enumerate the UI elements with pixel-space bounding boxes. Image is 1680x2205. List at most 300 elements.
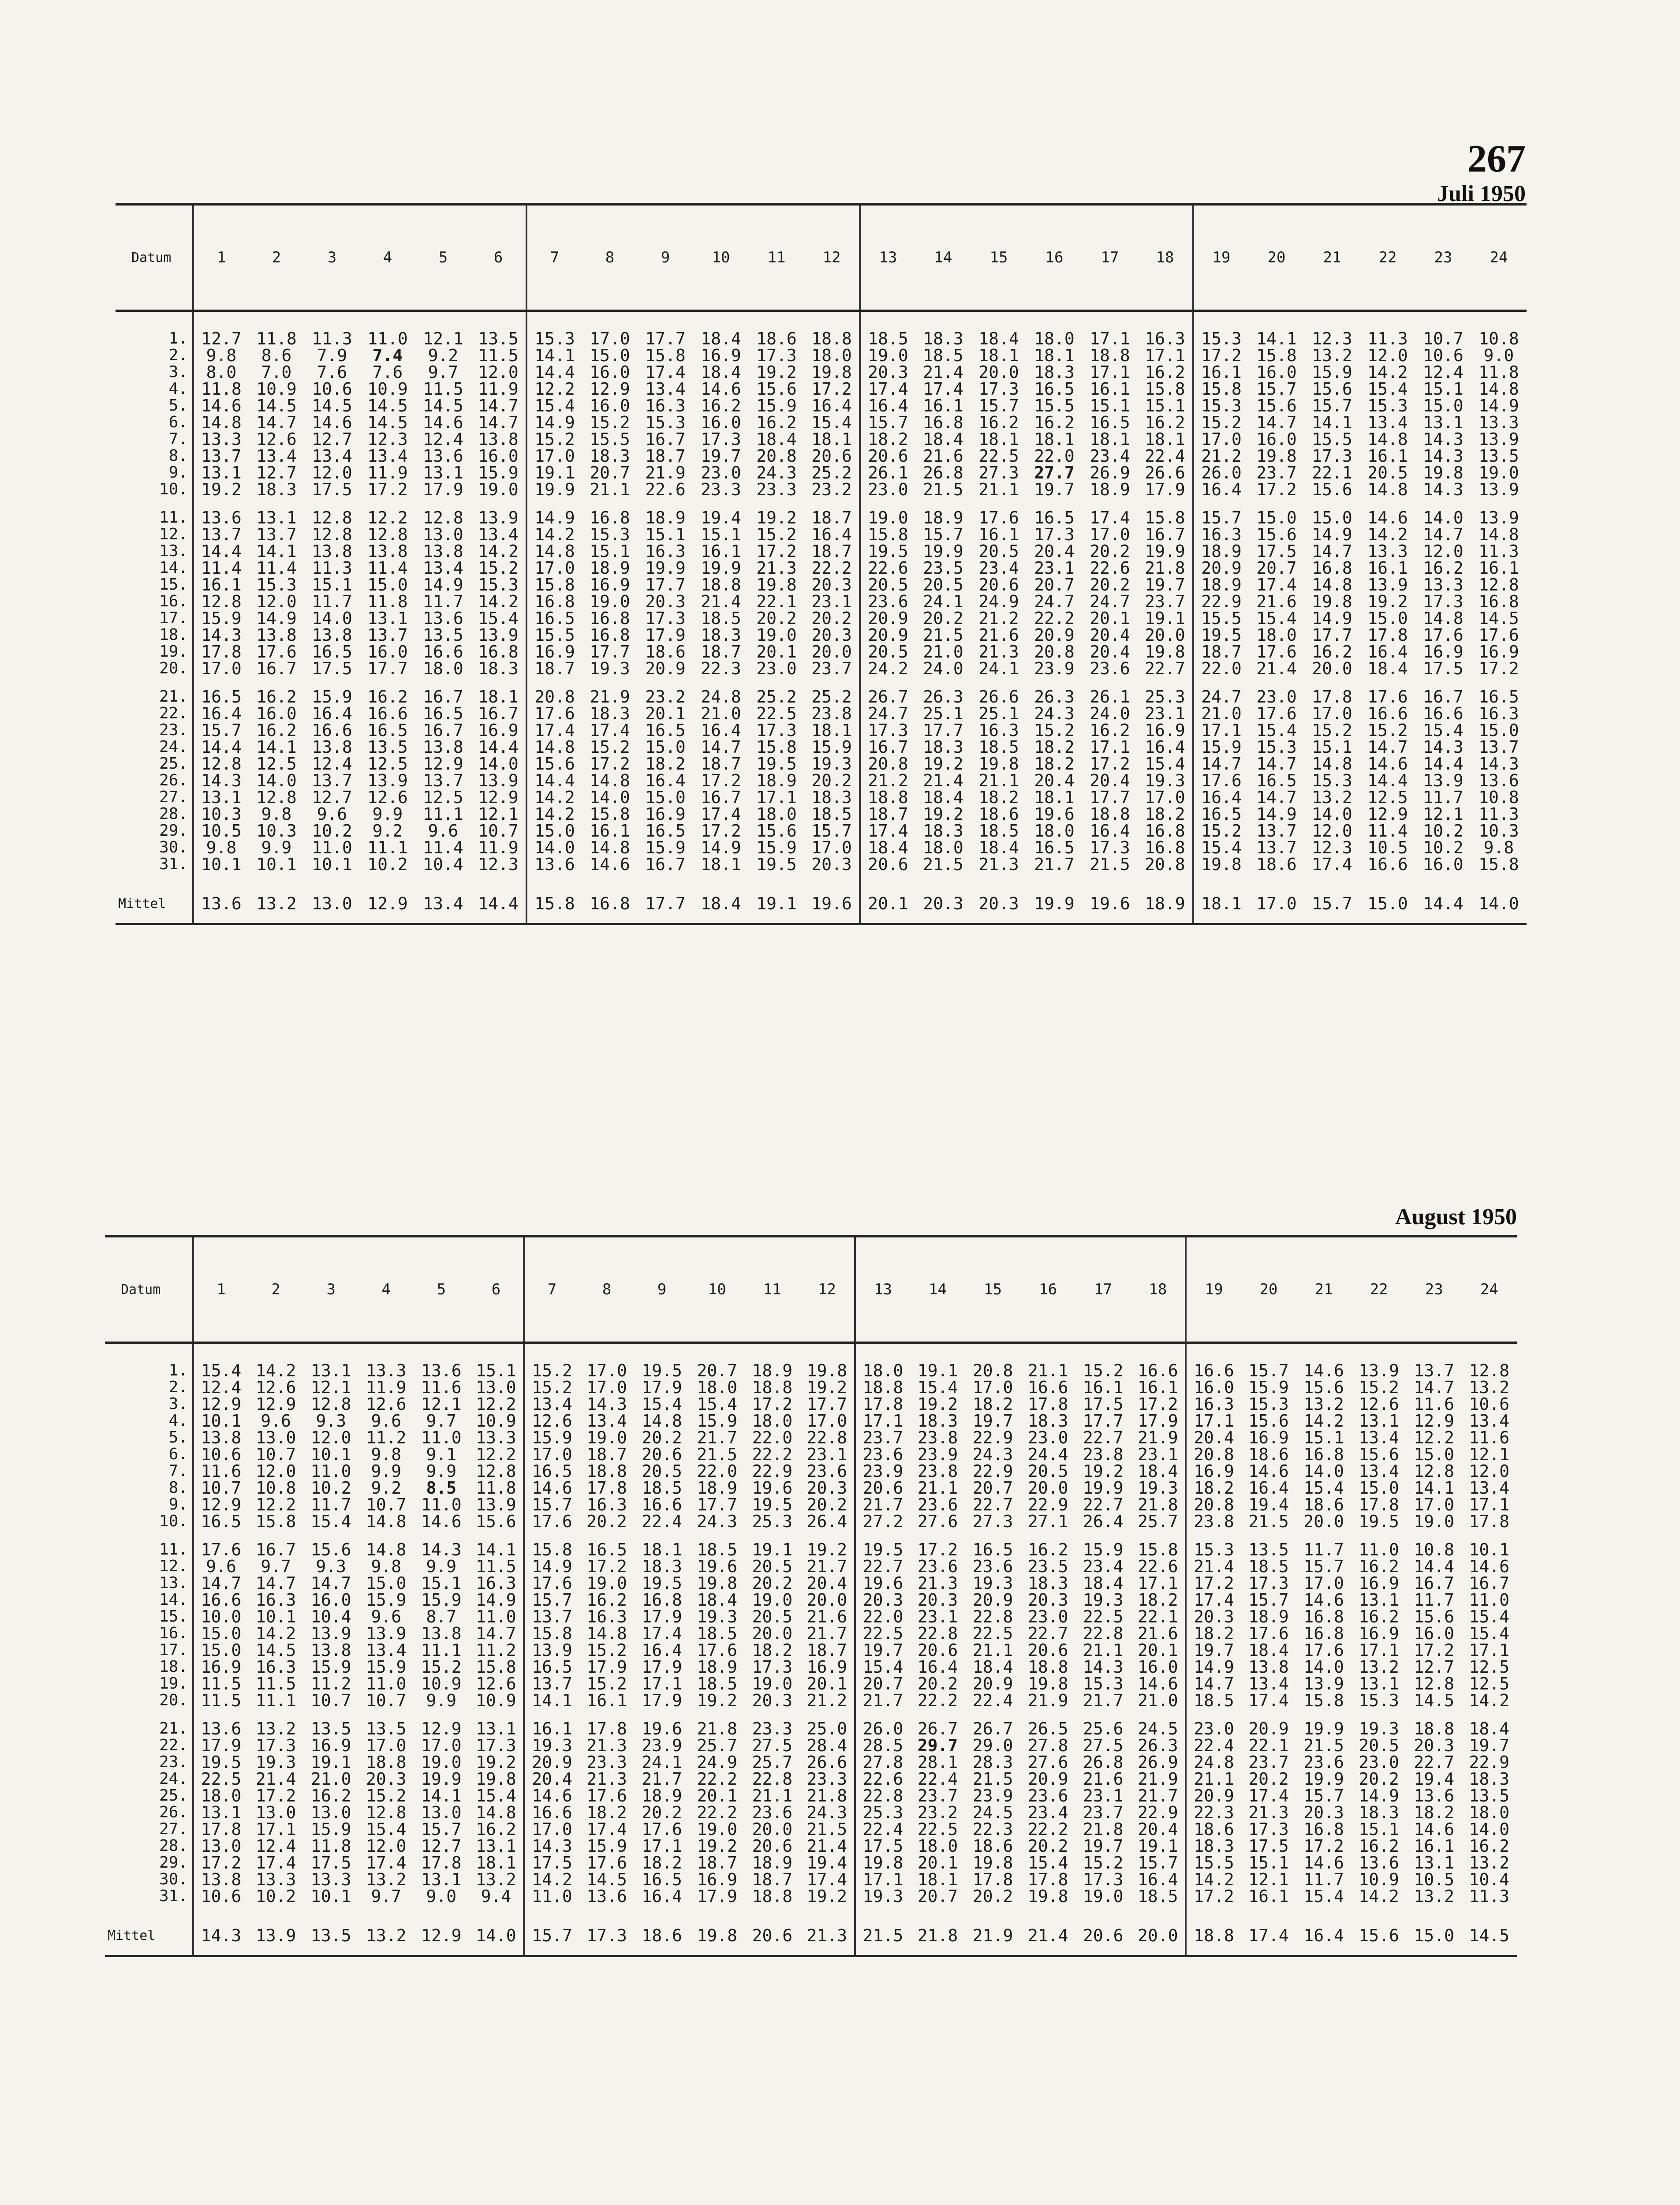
mittel-value: 20.1 xyxy=(860,884,915,924)
value-cell xyxy=(1075,1754,1131,1771)
value-text: 17.2 xyxy=(701,821,741,841)
day-cell: 5. xyxy=(105,1429,193,1446)
value-text: 24.0 xyxy=(923,659,963,678)
value-cell xyxy=(860,381,915,397)
value-cell xyxy=(524,1592,579,1608)
value-cell xyxy=(1249,627,1304,643)
value-cell xyxy=(1138,610,1193,627)
value-text: 20.6 xyxy=(1027,1641,1068,1660)
value-text: 18.8 xyxy=(868,788,908,807)
value-text: 27.8 xyxy=(862,1753,903,1772)
value-cell xyxy=(1027,839,1082,856)
value-cell xyxy=(193,1480,248,1496)
value-text: 12.9 xyxy=(255,1394,296,1414)
value-text: 16.3 xyxy=(645,396,686,415)
value-text: 20.8 xyxy=(1194,1445,1234,1464)
value-text: 13.2 xyxy=(1469,1853,1510,1872)
value-cell xyxy=(635,1429,690,1446)
value-cell xyxy=(1241,1692,1296,1709)
value-cell xyxy=(1462,1463,1517,1480)
value-cell xyxy=(1304,364,1360,381)
value-text: 14.2 xyxy=(532,1870,572,1889)
value-cell xyxy=(638,414,693,431)
value-cell xyxy=(804,481,860,498)
value-text: 15.5 xyxy=(534,625,575,645)
value-text: 18.3 xyxy=(1027,1411,1068,1431)
value-cell xyxy=(415,856,471,873)
value-cell xyxy=(915,464,971,481)
value-cell xyxy=(471,722,526,739)
value-cell xyxy=(248,1379,303,1396)
value-cell xyxy=(469,1558,524,1575)
value-cell xyxy=(1462,1821,1517,1838)
value-cell xyxy=(693,347,749,364)
value-cell xyxy=(800,1642,855,1659)
table-row xyxy=(105,1659,1517,1675)
value-cell xyxy=(965,1854,1020,1871)
value-text: 20.3 xyxy=(868,363,908,382)
value-cell xyxy=(358,1608,414,1625)
value-cell xyxy=(800,1463,855,1480)
value-text: 17.2 xyxy=(917,1540,958,1559)
value-text: 16.9 xyxy=(534,642,575,662)
value-cell xyxy=(1249,330,1304,347)
value-cell xyxy=(360,755,415,772)
value-cell xyxy=(414,1871,469,1888)
hour-header: 22 xyxy=(1351,1236,1407,1343)
value-text: 26.3 xyxy=(923,687,963,706)
value-text: 20.7 xyxy=(862,1674,903,1693)
value-cell xyxy=(965,1480,1020,1496)
value-text: 15.8 xyxy=(532,1624,572,1643)
value-cell xyxy=(804,347,860,364)
value-text: 23.8 xyxy=(917,1428,958,1447)
value-text: 20.1 xyxy=(806,1674,847,1693)
value-text: 21.8 xyxy=(806,1786,847,1805)
value-cell xyxy=(526,330,582,347)
value-text: 15.2 xyxy=(1083,1361,1124,1380)
value-cell xyxy=(193,509,249,526)
value-cell xyxy=(415,789,471,806)
value-cell xyxy=(1304,397,1360,414)
value-cell xyxy=(415,431,471,448)
value-cell xyxy=(1407,1541,1462,1558)
value-cell xyxy=(1241,1480,1296,1496)
value-text: 17.2 xyxy=(1414,1641,1455,1660)
value-cell xyxy=(965,1558,1020,1575)
value-text: 16.8 xyxy=(590,609,630,628)
value-cell xyxy=(1415,381,1471,397)
value-text: 17.3 xyxy=(756,346,797,365)
value-cell xyxy=(1351,1771,1407,1787)
value-text: 11.4 xyxy=(256,558,297,578)
value-text: 15.6 xyxy=(756,821,797,841)
value-text: 17.8 xyxy=(421,1853,462,1872)
value-cell xyxy=(1027,627,1082,643)
value-text: 19.9 xyxy=(1083,1478,1124,1498)
value-text: 17.1 xyxy=(1138,1573,1178,1593)
value-cell xyxy=(526,464,582,481)
value-text: 18.0 xyxy=(923,838,963,857)
value-cell xyxy=(193,789,249,806)
value-cell xyxy=(800,1480,855,1496)
value-text: 24.2 xyxy=(868,659,908,678)
value-cell xyxy=(524,1480,579,1496)
value-text: 16.9 xyxy=(1423,642,1463,662)
value-cell xyxy=(1193,347,1249,364)
value-text: 18.1 xyxy=(1090,430,1130,449)
value-text: 22.9 xyxy=(752,1461,793,1481)
value-text: 19.2 xyxy=(1083,1461,1124,1481)
value-cell xyxy=(1296,1513,1351,1530)
value-cell xyxy=(524,1575,579,1592)
value-text: 12.0 xyxy=(1312,821,1352,841)
value-cell xyxy=(690,1625,745,1642)
value-cell xyxy=(1027,755,1082,772)
hour-header: 24 xyxy=(1471,204,1527,311)
value-text: 17.6 xyxy=(1248,1624,1289,1643)
value-text: 11.8 xyxy=(367,592,408,611)
value-cell xyxy=(1075,1558,1131,1575)
value-cell xyxy=(579,1429,635,1446)
day-cell: 14. xyxy=(105,1592,193,1608)
value-text: 13.6 xyxy=(1359,1853,1399,1872)
value-cell xyxy=(360,593,415,610)
value-text: 15.3 xyxy=(645,413,686,432)
value-text: 14.5 xyxy=(256,396,297,415)
value-cell xyxy=(469,1379,524,1396)
value-text: 20.2 xyxy=(1090,575,1130,594)
value-text: 10.5 xyxy=(1414,1870,1455,1889)
value-cell xyxy=(1249,481,1304,498)
value-cell xyxy=(635,1608,690,1625)
value-cell xyxy=(471,464,526,481)
value-cell xyxy=(1131,1804,1186,1821)
value-text: 14.2 xyxy=(478,592,519,611)
value-cell xyxy=(1138,431,1193,448)
value-cell xyxy=(248,1720,303,1737)
value-cell xyxy=(1131,1642,1186,1659)
value-text: 17.8 xyxy=(586,1719,627,1738)
value-cell xyxy=(193,1413,248,1429)
value-cell xyxy=(638,526,693,543)
value-cell xyxy=(358,1854,414,1871)
value-cell xyxy=(1296,1737,1351,1754)
value-cell xyxy=(1020,1754,1075,1771)
value-cell xyxy=(193,1737,248,1754)
value-text: 22.5 xyxy=(978,446,1019,466)
value-cell xyxy=(1304,509,1360,526)
value-text: 18.0 xyxy=(201,1786,242,1805)
value-text: 15.2 xyxy=(366,1786,407,1805)
value-cell xyxy=(855,1558,910,1575)
value-text: 10.9 xyxy=(367,379,408,399)
value-text: 13.3 xyxy=(310,1870,351,1889)
value-cell xyxy=(249,543,304,560)
value-text: 14.7 xyxy=(1256,413,1297,432)
value-text: 19.0 xyxy=(1414,1512,1455,1531)
value-cell xyxy=(579,1625,635,1642)
value-text: 14.4 xyxy=(1414,1557,1455,1576)
value-text: 22.8 xyxy=(806,1428,847,1447)
value-cell xyxy=(1193,688,1249,705)
value-text: 13.7 xyxy=(1478,737,1519,757)
value-text: 15.0 xyxy=(201,1624,242,1643)
value-cell xyxy=(1138,576,1193,593)
value-cell xyxy=(1407,1692,1462,1709)
value-cell xyxy=(524,1854,579,1871)
value-cell xyxy=(303,1592,358,1608)
value-cell xyxy=(635,1513,690,1530)
value-cell xyxy=(804,610,860,627)
value-cell xyxy=(804,448,860,464)
value-text: 15.8 xyxy=(868,525,908,544)
value-cell xyxy=(638,560,693,576)
value-text: 8.7 xyxy=(426,1607,457,1626)
value-cell xyxy=(1471,660,1527,677)
value-text: 15.6 xyxy=(1256,396,1297,415)
table-row xyxy=(105,1888,1517,1905)
value-cell xyxy=(1351,1754,1407,1771)
day-cell: 28. xyxy=(116,806,193,822)
value-cell xyxy=(579,1871,635,1888)
value-cell xyxy=(524,1429,579,1446)
value-cell xyxy=(1082,464,1138,481)
value-text: 13.3 xyxy=(201,430,242,449)
value-text: 17.9 xyxy=(642,1378,682,1397)
value-cell xyxy=(1249,543,1304,560)
value-text: 15.9 xyxy=(586,1836,627,1856)
value-text: 17.4 xyxy=(255,1853,296,1872)
value-cell xyxy=(965,1659,1020,1675)
value-cell xyxy=(1020,1771,1075,1787)
table-row xyxy=(105,1838,1517,1854)
value-cell xyxy=(749,610,804,627)
value-text: 23.8 xyxy=(1194,1512,1234,1531)
value-text: 16.8 xyxy=(923,413,963,432)
value-cell xyxy=(248,1575,303,1592)
value-cell xyxy=(415,806,471,822)
value-text: 17.2 xyxy=(1194,1573,1234,1593)
value-cell xyxy=(910,1888,965,1905)
value-cell xyxy=(804,806,860,822)
value-text: 21.6 xyxy=(806,1607,847,1626)
value-cell xyxy=(248,1871,303,1888)
value-text: 17.0 xyxy=(532,1445,572,1464)
value-cell xyxy=(800,1513,855,1530)
value-text: 17.0 xyxy=(586,1361,627,1380)
value-cell xyxy=(638,610,693,627)
value-text: 17.6 xyxy=(1303,1641,1344,1660)
value-text: 10.1 xyxy=(201,855,242,874)
value-text: 18.5 xyxy=(1138,1887,1178,1906)
value-cell xyxy=(1082,822,1138,839)
table-row xyxy=(105,1854,1517,1871)
value-text: 14.9 xyxy=(534,508,575,527)
value-text: 13.0 xyxy=(255,1803,296,1822)
value-text: 16.5 xyxy=(1478,687,1519,706)
value-text: 18.1 xyxy=(1034,788,1075,807)
value-text: 18.3 xyxy=(256,480,297,499)
value-cell xyxy=(582,839,638,856)
value-cell xyxy=(1249,560,1304,576)
value-cell xyxy=(635,1754,690,1771)
value-text: 18.7 xyxy=(645,446,686,466)
mittel-row xyxy=(105,1916,1517,1956)
table-row xyxy=(105,1413,1517,1429)
value-cell xyxy=(526,414,582,431)
value-text: 12.1 xyxy=(310,1378,351,1397)
value-cell xyxy=(1462,1396,1517,1413)
value-cell xyxy=(248,1642,303,1659)
value-text: 12.5 xyxy=(1469,1657,1510,1677)
value-text: 16.0 xyxy=(1256,363,1297,382)
value-text: 17.4 xyxy=(1090,508,1130,527)
value-text: 21.7 xyxy=(806,1557,847,1576)
value-cell xyxy=(915,330,971,347)
value-text: 16.8 xyxy=(642,1590,682,1610)
value-cell xyxy=(1471,431,1527,448)
hour-header: 14 xyxy=(915,204,971,311)
value-cell xyxy=(249,397,304,414)
value-cell xyxy=(1020,1720,1075,1737)
value-cell xyxy=(1249,397,1304,414)
value-text: 9.7 xyxy=(426,1411,457,1431)
value-text: 19.2 xyxy=(806,1540,847,1559)
value-text: 15.9 xyxy=(312,687,352,706)
value-text: 18.4 xyxy=(701,363,741,382)
value-cell xyxy=(358,1413,414,1429)
value-text: 20.1 xyxy=(1090,609,1130,628)
value-text: 17.0 xyxy=(811,838,852,857)
value-cell xyxy=(1462,1429,1517,1446)
value-text: 26.7 xyxy=(868,687,908,706)
value-cell xyxy=(638,330,693,347)
value-cell xyxy=(1186,1608,1241,1625)
value-cell xyxy=(1082,660,1138,677)
value-cell xyxy=(910,1675,965,1692)
value-text: 13.9 xyxy=(1359,1361,1399,1380)
value-cell xyxy=(804,660,860,677)
value-cell xyxy=(1131,1625,1186,1642)
value-cell xyxy=(471,509,526,526)
value-cell xyxy=(1027,822,1082,839)
value-text: 16.0 xyxy=(1138,1657,1178,1677)
value-cell xyxy=(1462,1362,1517,1379)
value-text: 20.4 xyxy=(532,1769,572,1789)
value-cell xyxy=(1193,772,1249,789)
mittel-value: 14.0 xyxy=(1471,884,1527,924)
value-cell xyxy=(1075,1692,1131,1709)
value-text: 14.6 xyxy=(1367,508,1408,527)
value-cell xyxy=(469,1592,524,1608)
day-cell: 24. xyxy=(116,739,193,755)
hour-header: 17 xyxy=(1082,204,1138,311)
table-row xyxy=(105,1821,1517,1838)
value-cell xyxy=(800,1446,855,1463)
value-text: 15.4 xyxy=(478,609,519,628)
value-cell xyxy=(965,1362,1020,1379)
value-cell xyxy=(249,856,304,873)
value-text: 13.4 xyxy=(367,446,408,466)
value-cell xyxy=(469,1771,524,1787)
value-cell xyxy=(415,543,471,560)
value-cell xyxy=(745,1379,800,1396)
value-text: 18.4 xyxy=(701,329,741,348)
value-text: 24.3 xyxy=(1034,704,1075,723)
value-text: 9.6 xyxy=(317,804,347,824)
value-text: 16.0 xyxy=(701,413,741,432)
value-text: 14.7 xyxy=(476,1624,516,1643)
value-cell xyxy=(1186,1625,1241,1642)
value-text: 11.8 xyxy=(476,1478,516,1498)
value-text: 16.8 xyxy=(534,592,575,611)
table-row xyxy=(116,414,1527,431)
value-cell xyxy=(1193,789,1249,806)
value-cell xyxy=(910,1362,965,1379)
value-cell xyxy=(193,397,249,414)
value-text: 18.9 xyxy=(1090,480,1130,499)
value-text: 18.3 xyxy=(923,821,963,841)
value-text: 16.3 xyxy=(1201,525,1242,544)
value-text: 24.3 xyxy=(972,1445,1013,1464)
value-text: 18.5 xyxy=(642,1478,682,1498)
value-text: 23.1 xyxy=(811,592,852,611)
value-cell xyxy=(414,1804,469,1821)
mittel-value: 12.9 xyxy=(360,884,415,924)
mittel-value: 18.8 xyxy=(1186,1916,1241,1956)
value-cell xyxy=(1193,509,1249,526)
day-cell: 15. xyxy=(116,576,193,593)
value-text: 15.9 xyxy=(310,1657,351,1677)
value-text: 13.4 xyxy=(645,379,686,399)
value-text: 18.4 xyxy=(756,430,797,449)
value-cell xyxy=(1138,856,1193,873)
value-cell xyxy=(1360,856,1415,873)
value-cell xyxy=(1027,481,1082,498)
value-cell xyxy=(804,722,860,739)
value-cell xyxy=(638,397,693,414)
value-text: 12.3 xyxy=(1312,329,1352,348)
value-text: 25.6 xyxy=(1083,1719,1124,1738)
value-text: 13.7 xyxy=(1256,838,1297,857)
value-cell xyxy=(915,509,971,526)
value-text: 20.9 xyxy=(868,609,908,628)
value-text: 9.2 xyxy=(428,346,459,365)
extreme-value: 27.7 xyxy=(1034,463,1075,482)
value-text: 16.7 xyxy=(1145,525,1185,544)
value-text: 11.3 xyxy=(1367,329,1408,348)
value-text: 22.3 xyxy=(972,1820,1013,1839)
value-text: 17.6 xyxy=(1478,625,1519,645)
value-cell xyxy=(1462,1854,1517,1871)
value-cell xyxy=(1407,1592,1462,1608)
value-text: 20.6 xyxy=(917,1641,958,1660)
value-cell xyxy=(855,1737,910,1754)
value-cell xyxy=(1360,330,1415,347)
value-text: 15.5 xyxy=(1194,1853,1234,1872)
value-text: 12.9 xyxy=(590,379,630,399)
value-cell xyxy=(358,1659,414,1675)
value-cell xyxy=(249,839,304,856)
value-cell xyxy=(524,1821,579,1838)
value-text: 17.1 xyxy=(756,788,797,807)
value-cell xyxy=(1186,1771,1241,1787)
value-cell xyxy=(1471,509,1527,526)
value-cell xyxy=(358,1480,414,1496)
value-cell xyxy=(358,1446,414,1463)
mittel-value: 15.8 xyxy=(526,884,582,924)
